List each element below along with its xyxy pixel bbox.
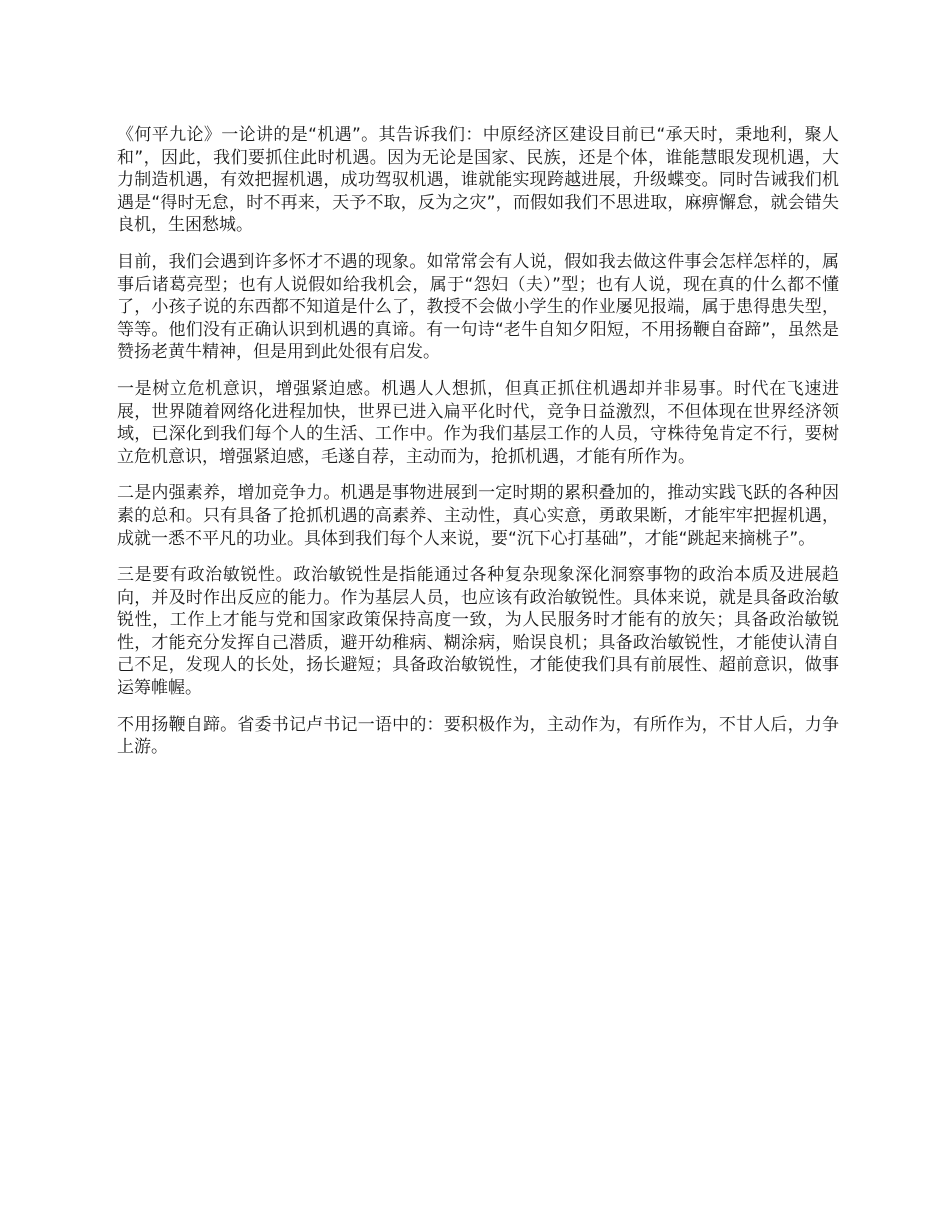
paragraph-missed-opportunity: 目前，我们会遇到许多怀才不遇的现象。如常常会有人说，假如我去做这件事会怎样怎样的，属事后诸葛亮型；也有人说假如给我机会，属于“怨妇（夫）”型；也有人说，现在真的什么都不懂了，小孩子说的东西都不知道是什么了，教授不会做小学生的作业屡见报端，属于患得患失型，等等。他们没有正确认识到机遇的真谛。有一句诗“老牛自知夕阳短，不用扬鞭自奋蹄”，虽然是赞扬老黄牛精神，但是用到此处很有启发。: [117, 251, 839, 363]
paragraph-crisis-awareness: 一是树立危机意识，增强紧迫感。机遇人人想抓，但真正抓住机遇却并非易事。时代在飞速进展，世界随着网络化进程加快，世界已进入扁平化时代，竞争日益激烈，不但体现在世界经济领域，已深化到我们每个人的生活、工作中。作为我们基层工作的人员，守株待兔肯定不行，要树立危机意识，增强紧迫感，毛遂自荐，主动而为，抢抓机遇，才能有所作为。: [117, 378, 839, 467]
paragraph-opportunity-intro: 《何平九论》一论讲的是“机遇”。其告诉我们：中原经济区建设目前已“承天时，秉地利，聚人和”，因此，我们要抓住此时机遇。因为无论是国家、民族，还是个体，谁能慧眼发现机遇，大力制造机遇，有效把握机遇，成功驾驭机遇，谁就能实现跨越进展，升级蝶变。同时告诫我们机遇是“得时无怠，时不再来，天予不取，反为之灾”，而假如我们不思进取，麻痹懈怠，就会错失良机，生困愁城。: [117, 125, 839, 236]
paragraph-conclusion: 不用扬鞭自蹄。省委书记卢书记一语中的：要积极作为，主动作为，有所作为，不甘人后，力争上游。: [117, 714, 839, 758]
paragraph-inner-quality: 二是内强素养，增加竞争力。机遇是事物进展到一定时期的累积叠加的，推动实践飞跃的各种因素的总和。只有具备了抢抓机遇的高素养、主动性，真心实意，勇敢果断，才能牢牢把握机遇，成就一悉不平凡的功业。具体到我们每个人来说，要“沉下心打基础”，才能“跳起来摘桃子”。: [117, 483, 839, 549]
paragraph-political-sensitivity: 三是要有政治敏锐性。政治敏锐性是指能通过各种复杂现象深化洞察事物的政治本质及进展趋向，并及时作出反应的能力。作为基层人员，也应该有政治敏锐性。具体来说，就是具备政治敏锐性，工作上才能与党和国家政策保持高度一致，为人民服务时才能有的放矢；具备政治敏锐性，才能充分发挥自己潜质，避开幼稚病、糊涂病，贻误良机；具备政治敏锐性，才能使认清自己不足，发现人的长处，扬长避短；具备政治敏锐性，才能使我们具有前展性、超前意识，做事运筹帷幄。: [117, 565, 839, 699]
document-body: [117, 124, 839, 773]
